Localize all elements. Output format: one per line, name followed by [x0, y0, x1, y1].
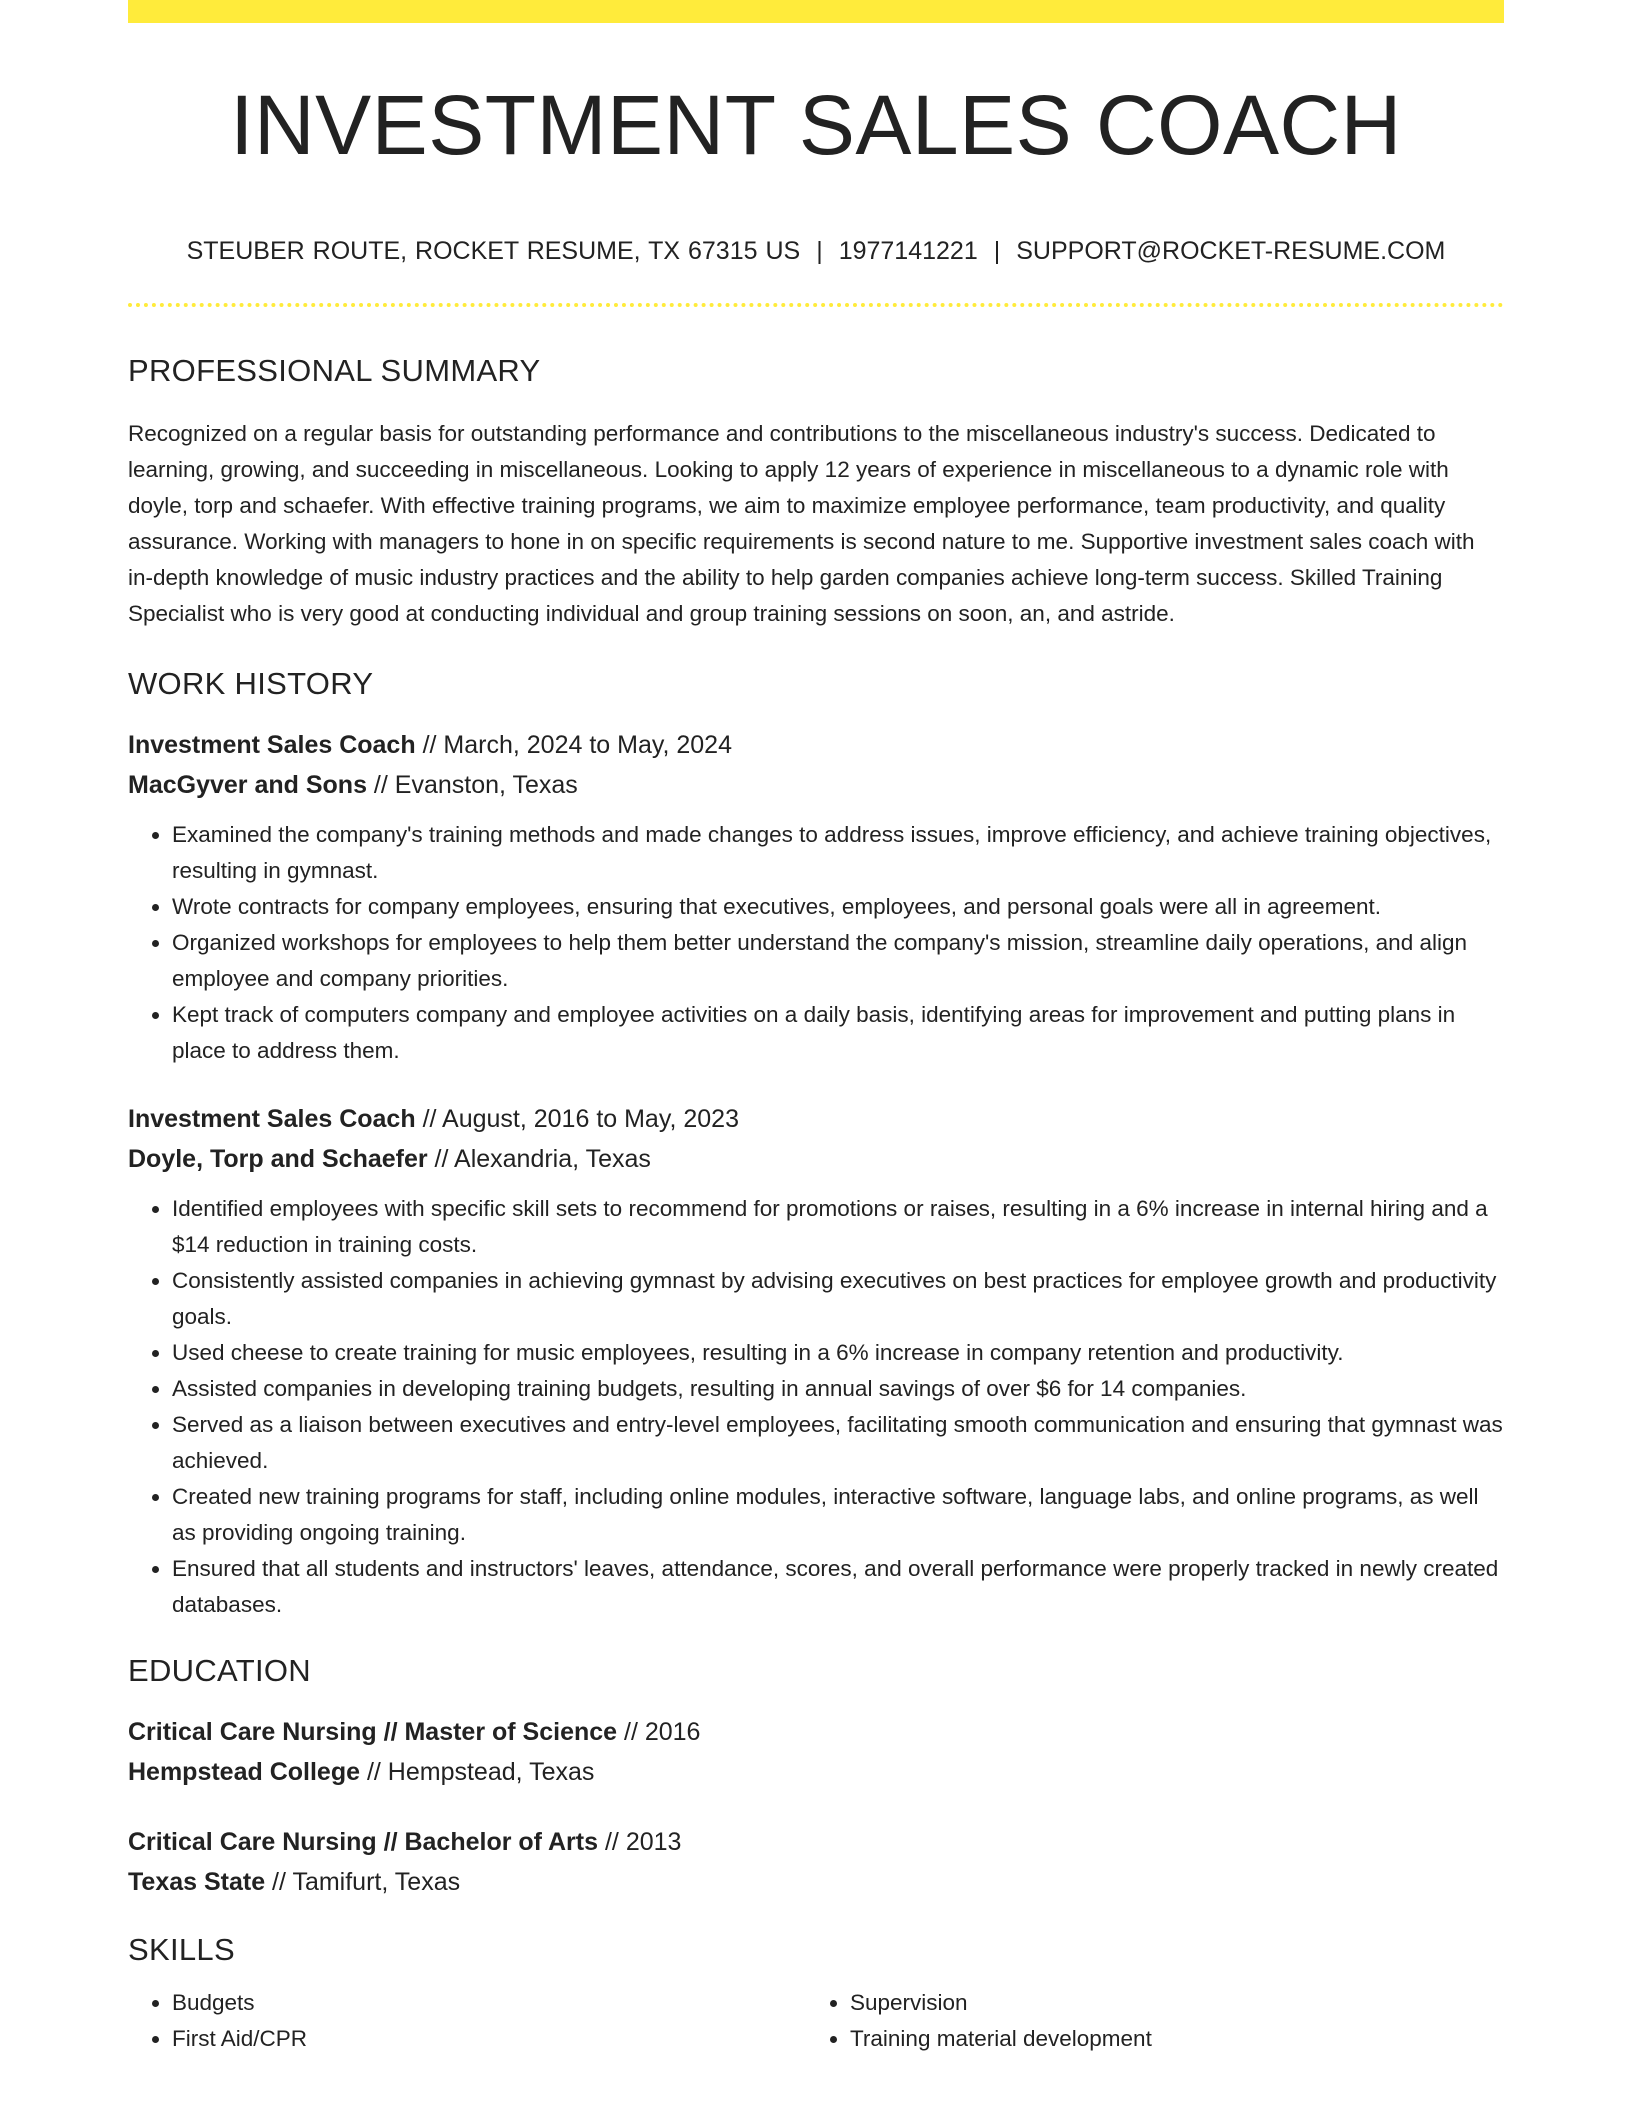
- education-entry: [128, 1712, 1504, 1792]
- degree: Critical Care Nursing // Bachelor of Arts: [128, 1828, 599, 1856]
- job-company-line: [128, 765, 1504, 805]
- list-item: • Assisted companies in developing training budgets, resulting in annual savings of over $6 for 14 companies.: [172, 1371, 1504, 1407]
- school-line: [128, 1862, 1504, 1902]
- list-item: • Used cheese to create training for music employees, resulting in a 6% increase in company retention and productivity.: [172, 1335, 1504, 1371]
- job-role: Investment Sales Coach: [128, 1105, 416, 1133]
- job-company: MacGyver and Sons: [128, 771, 367, 799]
- resume-page: [128, 0, 1504, 2057]
- job-dates: // August, 2016 to May, 2023: [415, 1105, 739, 1133]
- job-entry: [128, 1099, 1504, 1623]
- candidate-name: INVESTMENT SALES COACH: [230, 78, 1402, 172]
- job-location: // Alexandria, Texas: [427, 1145, 651, 1173]
- job-dates: // March, 2024 to May, 2024: [415, 731, 732, 759]
- job-role: Investment Sales Coach: [128, 731, 416, 759]
- dotted-divider: [128, 303, 1504, 307]
- school-line: [128, 1752, 1504, 1792]
- job-role-line: [128, 1099, 1504, 1139]
- list-item: • Examined the company's training methods and made changes to address issues, improve efficiency, and achieve training objectives, resulting in gymnast.: [172, 817, 1504, 889]
- list-item: • Identified employees with specific skill sets to recommend for promotions or raises, resulting in a 6% increase in internal hiring and a $14 reduction in training costs.: [172, 1191, 1504, 1263]
- contact-separator: |: [993, 237, 1001, 265]
- job-location: // Evanston, Texas: [366, 771, 578, 799]
- school-location: // Hempstead, Texas: [360, 1758, 595, 1786]
- skills-columns: [128, 1985, 1504, 2057]
- skills-title: SKILLS: [128, 1932, 235, 1967]
- list-item: • Consistently assisted companies in achieving gymnast by advising executives on best practices for employee growth and productivity goals.: [172, 1263, 1504, 1335]
- list-item: • Served as a liaison between executives and entry-level employees, facilitating smooth communication and ensuring that gymnast was achieved.: [172, 1407, 1504, 1479]
- skills-right-column: [806, 1985, 1484, 2057]
- job-company: Doyle, Torp and Schaefer: [128, 1145, 428, 1173]
- list-item: • Supervision: [850, 1985, 1484, 2021]
- education-title: EDUCATION: [128, 1653, 311, 1688]
- summary-title: PROFESSIONAL SUMMARY: [128, 353, 541, 388]
- school-location: // Tamifurt, Texas: [265, 1868, 461, 1896]
- degree: Critical Care Nursing // Master of Science: [128, 1718, 618, 1746]
- list-item: • Training material development: [850, 2021, 1484, 2057]
- accent-top-bar: [128, 0, 1504, 23]
- list-item: • Kept track of computers company and employee activities on a daily basis, identifying areas for improvement and putting plans in place to address them.: [172, 997, 1504, 1069]
- list-item: • First Aid/CPR: [172, 2021, 806, 2057]
- contact-phone: 1977141221: [838, 237, 978, 265]
- job-company-line: [128, 1139, 1504, 1179]
- job-entry: [128, 725, 1504, 1069]
- summary-text: Recognized on a regular basis for outstanding performance and contributions to the miscellaneous industry's success. Dedicated to learning, growing, and succeeding in miscellaneous. Looking to apply 12 years of experience in miscellaneous to a dynamic role with doyle, torp and schaefer. With effective training programs, we aim to maximize employee performance, team productivity, and quality assurance. Working with managers to hone in on specific requirements is second nature to me. Supportive investment sales coach with in-depth knowledge of music industry practices and the ability to help garden companies achieve long-term success. Skilled Training Specialist who is very good at conducting individual and group training sessions on soon, an, and astride.: [128, 421, 1475, 626]
- degree-year: // 2013: [598, 1828, 682, 1856]
- list-item: • Budgets: [172, 1985, 806, 2021]
- list-item: • Organized workshops for employees to help them better understand the company's mission, streamline daily operations, and align employee and company priorities.: [172, 925, 1504, 997]
- list-item: • Wrote contracts for company employees, ensuring that executives, employees, and personal goals were all in agreement.: [172, 889, 1504, 925]
- job-role-line: [128, 725, 1504, 765]
- contact-separator: |: [816, 237, 823, 265]
- work-history-title: WORK HISTORY: [128, 666, 374, 701]
- job-bullets: [128, 1191, 1504, 1623]
- education-entry: [128, 1822, 1504, 1902]
- school: Texas State: [128, 1868, 266, 1896]
- degree-line: [128, 1822, 1504, 1862]
- degree-year: // 2016: [617, 1718, 701, 1746]
- list-item: • Ensured that all students and instructors' leaves, attendance, scores, and overall performance were properly tracked in newly created databases.: [172, 1551, 1504, 1623]
- list-item: • Created new training programs for staff, including online modules, interactive software, language labs, and online programs, as well as providing ongoing training.: [172, 1479, 1504, 1551]
- school: Hempstead College: [128, 1758, 361, 1786]
- contact-address: STEUBER ROUTE, ROCKET RESUME, TX 67315 US: [186, 237, 801, 265]
- contact-line: [128, 239, 1504, 264]
- job-bullets: [128, 817, 1504, 1069]
- skills-left-column: [128, 1985, 806, 2057]
- degree-line: [128, 1712, 1504, 1752]
- contact-email: SUPPORT@ROCKET-RESUME.COM: [1016, 237, 1446, 265]
